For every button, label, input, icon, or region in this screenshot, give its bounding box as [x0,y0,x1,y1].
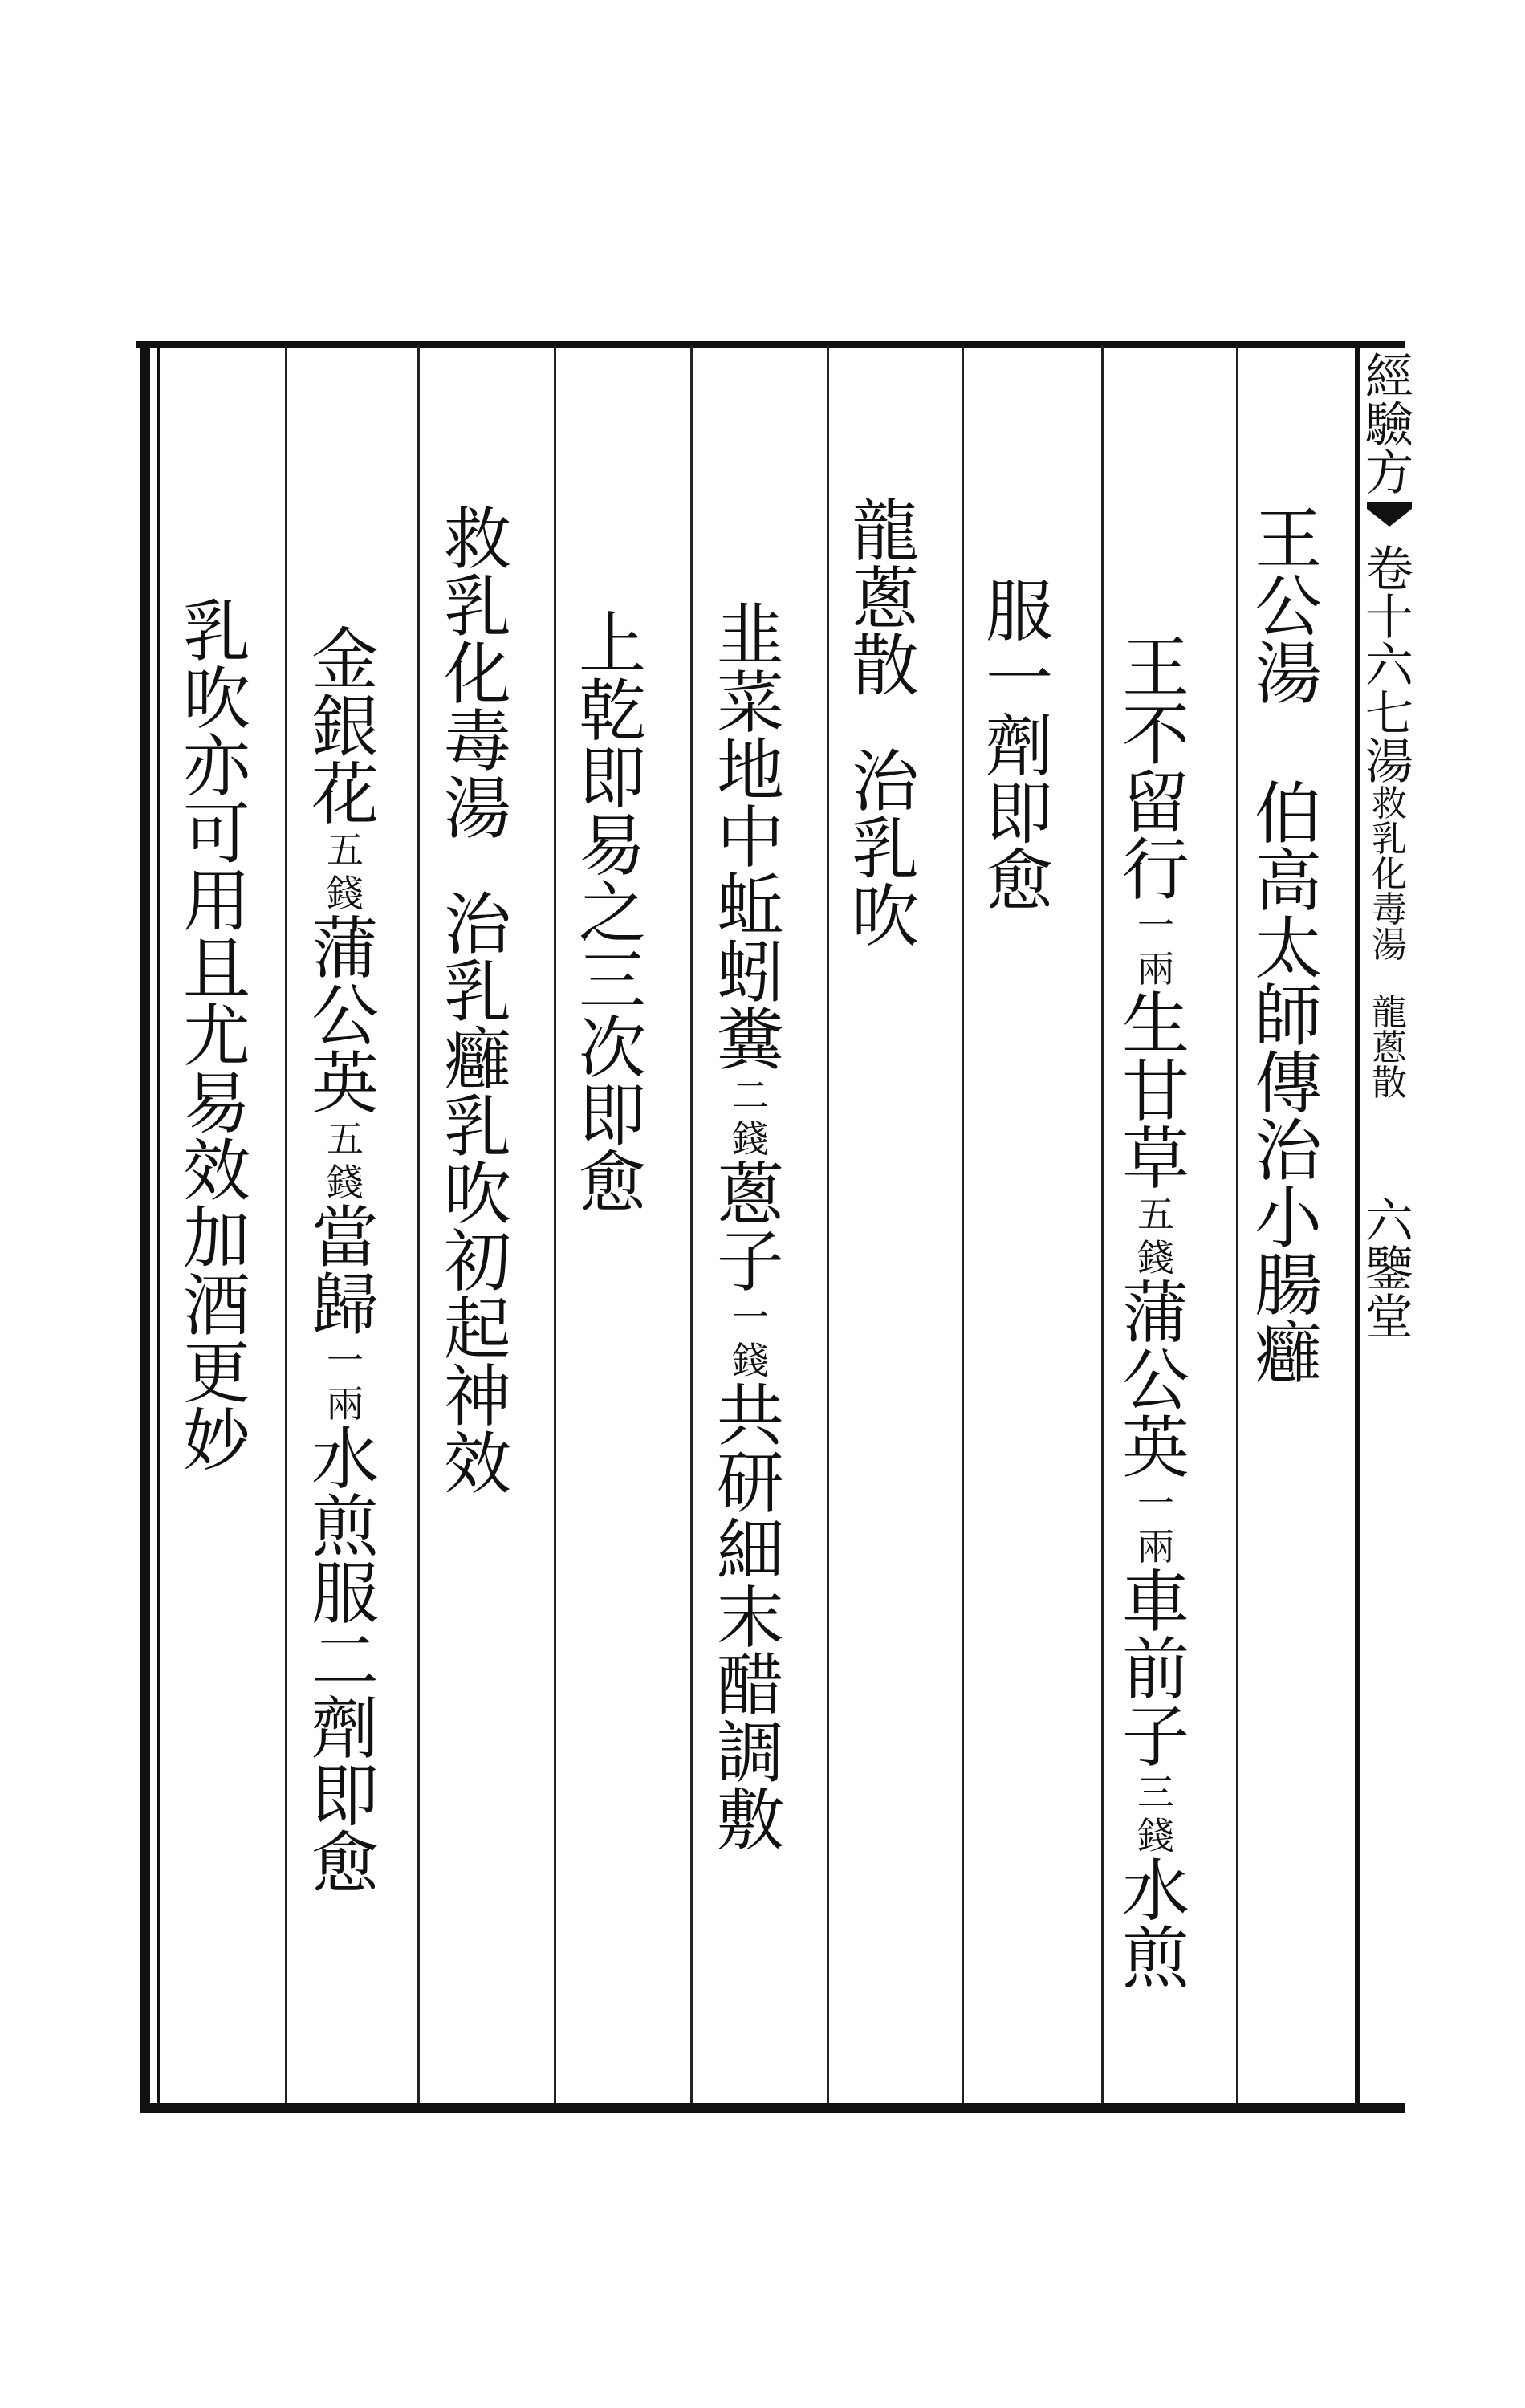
glyph: 效 [182,1132,250,1210]
page-tail [1365,1242,1413,1346]
glyph: 堂 [1365,1290,1413,1346]
ingredient-column [714,596,787,1860]
instruction-column [181,592,253,1480]
glyph: 公 [1254,567,1322,646]
glyph: 公 [311,977,379,1056]
glyph: 一 [732,1296,769,1339]
glyph: 吹 [443,1155,511,1234]
instruction-text [985,572,1053,921]
glyph: 愈 [985,842,1053,921]
glyph: 湯 [443,770,511,848]
recipe-title [851,492,919,706]
glyph: 草 [1121,1120,1190,1198]
glyph: 服 [311,1555,379,1633]
ingredient-dose [327,1339,364,1426]
ingredient-name [1121,1852,1190,1998]
glyph: 酒 [182,1267,250,1345]
glyph: 劑 [311,1690,379,1768]
ingredient-name [716,1377,784,1860]
glyph: 乳 [851,810,919,889]
ingredient-dose [732,1296,769,1382]
glyph: 吹 [851,877,919,956]
glyph: 菜 [716,664,784,742]
glyph: 中 [716,799,784,877]
glyph: 愈 [311,1824,379,1903]
glyph: 初 [443,1222,511,1301]
glyph: 韭 [716,596,784,675]
glyph: 兩 [1137,947,1174,990]
glyph: 太 [1254,909,1322,988]
glyph: 小 [1254,1179,1322,1258]
glyph: 糞 [716,1001,784,1080]
glyph: 吹 [182,660,250,738]
column-rule [554,345,556,2103]
glyph: 前 [1121,1630,1190,1709]
glyph: 尤 [182,997,250,1076]
glyph: 一 [1137,904,1174,947]
glyph: 五 [1137,1193,1174,1236]
glyph: 甘 [1121,1052,1190,1131]
glyph: 次 [578,1009,646,1088]
glyph: 高 [1254,842,1322,921]
glyph: 化 [1372,854,1407,895]
glyph: 蚯 [716,866,784,945]
page-number [1365,1194,1413,1250]
glyph: 英 [311,1044,379,1123]
instruction-text [182,592,250,1480]
glyph: 乳 [443,953,511,1031]
glyph: 一 [327,1339,364,1382]
glyph: 調 [716,1714,784,1792]
glyph: 效 [443,1425,511,1503]
recipe-title-column [849,492,921,956]
glyph: 方 [1365,445,1413,502]
glyph: 救 [443,500,511,579]
glyph: 水 [1121,1852,1190,1930]
ingredient-dose [1137,1193,1174,1279]
glyph: 易 [578,807,646,885]
glyph: 共 [716,1377,784,1455]
glyph: 煎 [1121,1919,1190,1998]
chapter-number [1365,542,1413,694]
ingredient-name [1121,985,1190,1198]
recipe-note [443,885,511,1503]
glyph: 可 [182,795,250,873]
glyph: 公 [1121,1341,1190,1420]
glyph: 湯 [1372,925,1407,966]
glyph: 三 [1137,1771,1174,1814]
glyph: 龍 [1372,992,1407,1033]
glyph: 錢 [1137,1814,1174,1857]
glyph: 上 [578,604,646,683]
glyph: 起 [443,1290,511,1369]
glyph: 留 [1121,763,1190,842]
recipe-title-column [441,500,514,1503]
glyph: 二 [732,1074,769,1117]
ingredient-name [716,596,784,1080]
glyph: 龍 [851,492,919,571]
glyph: 十 [1365,590,1413,646]
ingredient-name [1121,1274,1190,1487]
glyph: 卷 [1365,542,1413,598]
glyph: 錢 [732,1339,769,1382]
glyph: 醋 [716,1646,784,1725]
section-titles [1372,783,1407,1104]
instruction-column [576,604,649,1222]
glyph: 英 [1121,1409,1190,1487]
glyph: 研 [716,1444,784,1523]
ingredient-dose [732,1074,769,1161]
glyph: 即 [311,1757,379,1836]
ingredient-dose [327,828,364,915]
glyph: 妙 [182,1401,250,1480]
glyph: 易 [182,1064,250,1143]
glyph: 當 [311,1198,379,1277]
glyph: 三 [578,942,646,1020]
ingredient-name [716,1155,784,1301]
column-rule [962,345,964,2103]
glyph: 神 [443,1357,511,1436]
glyph: 蔥 [716,1155,784,1234]
glyph: 煎 [311,1487,379,1566]
glyph: 腸 [1254,1247,1322,1325]
glyph: 水 [311,1420,379,1499]
ingredient-dose [1137,1771,1174,1857]
glyph: 五 [327,1117,364,1161]
glyph: 癰 [1254,1314,1322,1393]
glyph: 毒 [443,702,511,781]
glyph: 服 [985,572,1053,651]
glyph: 師 [1254,977,1322,1056]
glyph: 毒 [1372,889,1407,930]
glyph: 癰 [443,1020,511,1099]
ingredient-name [1121,1563,1190,1776]
glyph: 六 [1365,1194,1413,1250]
glyph: 散 [1372,1063,1407,1104]
glyph: 蒲 [1121,1274,1190,1352]
glyph: 錢 [1137,1236,1174,1279]
glyph: 子 [1121,1698,1190,1776]
ingredient-name [311,1420,379,1903]
glyph: 兩 [1137,1525,1174,1568]
glyph: 蔥 [1372,1027,1407,1068]
glyph: 二 [311,1622,379,1701]
glyph: 之 [578,874,646,953]
glyph: 乳 [443,567,511,646]
glyph: 七 [1365,686,1413,742]
column-rule [1101,345,1104,2103]
glyph: 錢 [732,1117,769,1161]
frame-right-border [1355,341,1360,2107]
glyph: 經 [1365,349,1413,405]
banderole [1361,349,1417,1346]
glyph: 一 [985,640,1053,718]
glyph: 即 [985,775,1053,853]
recipe-title [1254,500,1322,714]
glyph: 車 [1121,1563,1190,1641]
ingredient-column [1120,628,1192,1998]
glyph: 錢 [327,872,364,915]
glyph: 加 [182,1199,250,1278]
glyph: 乳 [443,1088,511,1166]
glyph: 傳 [1254,1044,1322,1123]
ingredient-name [311,909,379,1123]
glyph: 敷 [716,1781,784,1860]
glyph: 驗 [1365,397,1413,454]
glyph: 劑 [985,707,1053,786]
glyph: 生 [1121,985,1190,1064]
glyph: 治 [851,742,919,821]
glyph: 湯 [1254,635,1322,714]
glyph: 用 [182,862,250,941]
glyph: 蒲 [311,909,379,988]
glyph: 乳 [182,592,250,671]
glyph: 兩 [327,1382,364,1426]
glyph: 愈 [578,1144,646,1222]
glyph: 花 [311,755,379,834]
ingredient-name [311,1198,379,1344]
glyph: 行 [1121,831,1190,909]
glyph: 治 [443,885,511,964]
glyph: 鑒 [1365,1242,1413,1298]
glyph: 即 [578,739,646,818]
glyph: 伯 [1254,775,1322,853]
glyph: 蚓 [716,934,784,1012]
recipe-note [1254,775,1322,1393]
glyph: 且 [182,929,250,1008]
frame-top-border [136,341,1405,348]
glyph: 即 [578,1076,646,1155]
ingredient-dose [1137,1482,1174,1568]
glyph: 散 [851,627,919,706]
column-rule [1236,345,1238,2103]
glyph: 五 [327,828,364,872]
glyph: 更 [182,1334,250,1413]
instruction-column [983,572,1055,921]
glyph: 亦 [182,727,250,806]
glyph: 化 [443,635,511,714]
glyph: 治 [1254,1112,1322,1190]
recipe-title [443,500,511,848]
glyph: 湯 [1365,734,1413,791]
book-title [1365,349,1413,502]
glyph: 錢 [327,1161,364,1204]
glyph: 不 [1121,696,1190,775]
glyph: 歸 [311,1266,379,1344]
glyph: 救 [1372,783,1407,824]
glyph: 地 [716,731,784,810]
glyph: 一 [1137,1482,1174,1525]
glyph: 細 [716,1511,784,1590]
glyph: 乾 [578,672,646,750]
glyph: 六 [1365,638,1413,694]
instruction-text [578,604,646,1222]
column-rule [285,345,287,2103]
ingredient-dose [1137,904,1174,990]
ingredient-dose [327,1117,364,1204]
column-rule [827,345,829,2103]
recipe-note [851,742,919,956]
ingredient-name [1121,628,1190,909]
glyph: 王 [1254,500,1322,579]
column-rule [690,345,693,2103]
ingredient-name [311,620,379,834]
glyph: 王 [1121,628,1190,707]
column-rule [417,345,420,2103]
ingredient-column [309,620,381,1903]
glyph: 銀 [311,688,379,767]
frame-left-inner-line [157,341,160,2107]
frame-left-border [140,341,150,2113]
glyph: 末 [716,1579,784,1658]
frame-bottom-border [140,2103,1405,2113]
glyph: 乳 [1372,819,1407,860]
glyph: 金 [311,620,379,699]
recipe-title-column [1252,500,1324,1393]
recipe-index [1365,686,1413,791]
fish-tail-mark-icon [1367,502,1412,538]
glyph: 蔥 [851,559,919,638]
glyph: 子 [716,1222,784,1301]
